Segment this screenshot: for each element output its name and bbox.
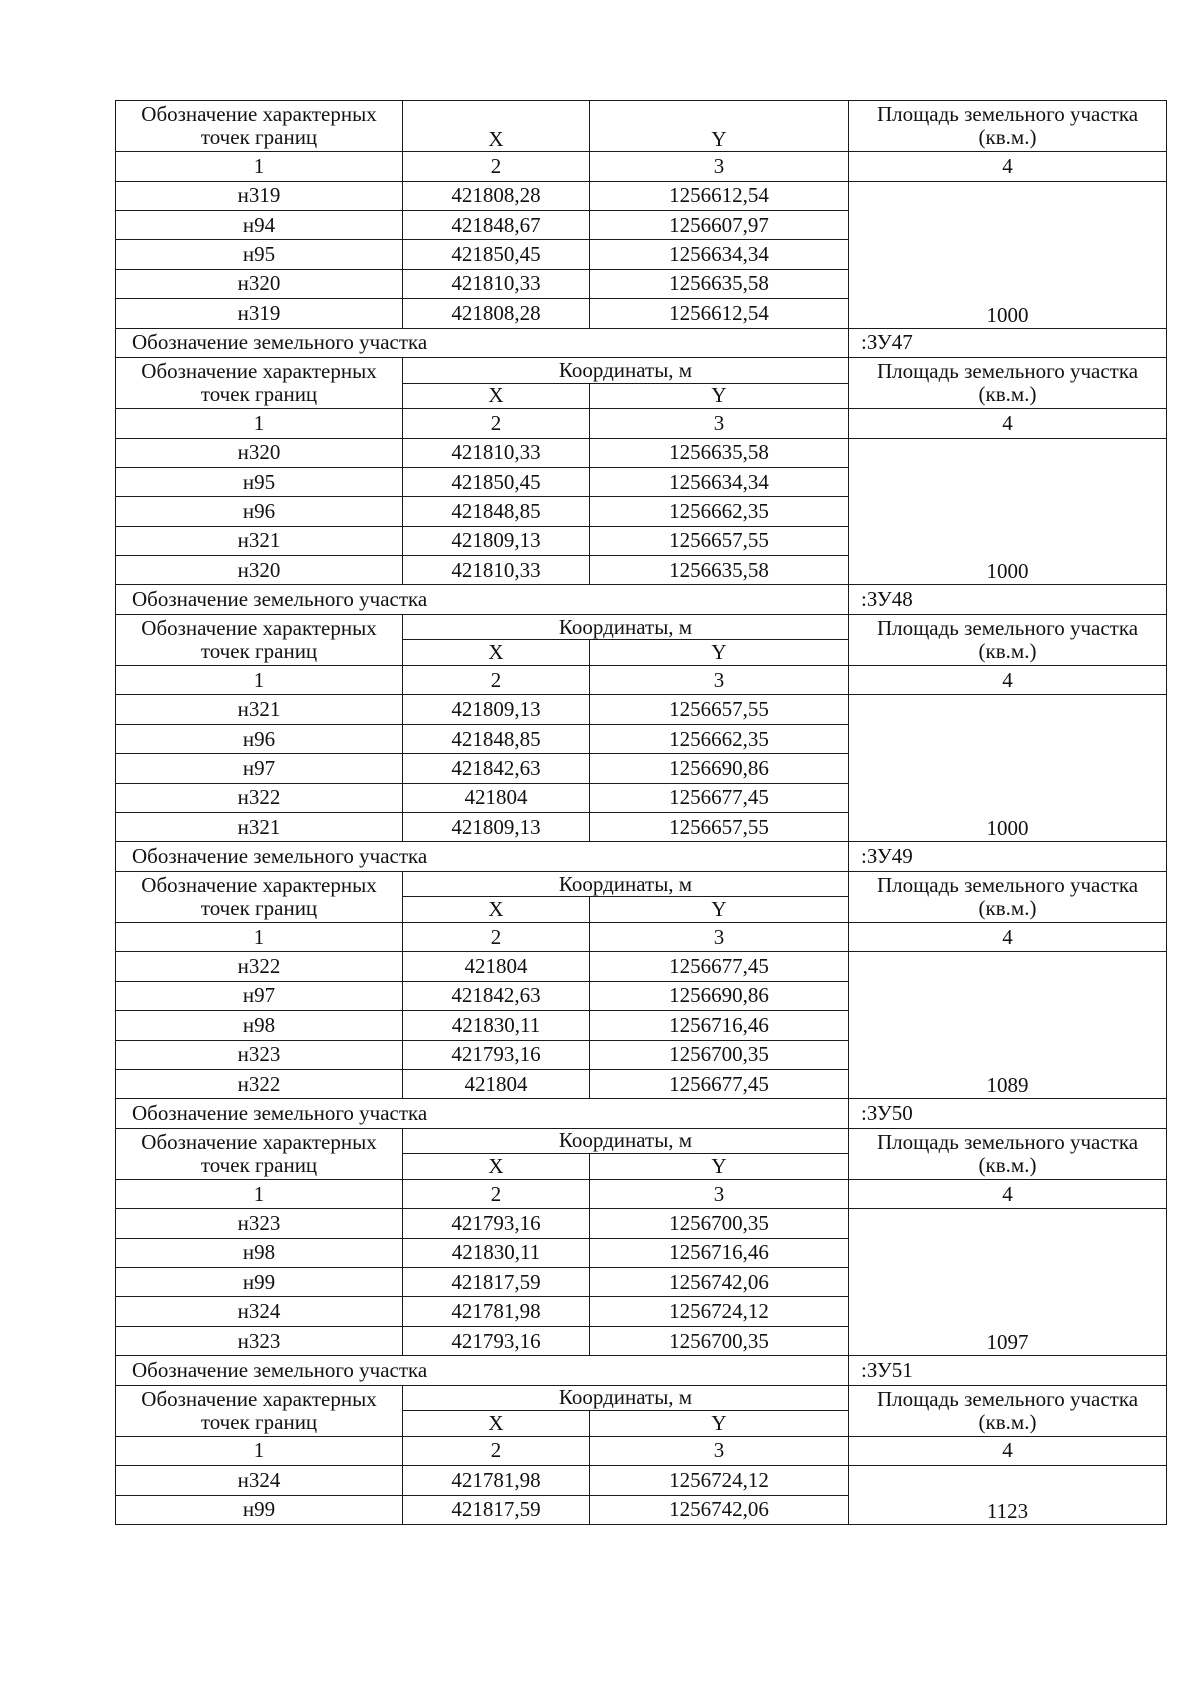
plot-label: Обозначение земельного участка — [116, 842, 849, 871]
y-value: 1256690,86 — [590, 754, 849, 783]
x-value: 421804 — [403, 952, 590, 981]
y-value: 1256657,55 — [590, 812, 849, 841]
header-line: Площадь земельного участка — [876, 359, 1139, 384]
table-row — [116, 328, 1167, 357]
plot-label: Обозначение земельного участка — [116, 1099, 849, 1128]
table-row — [116, 1209, 1167, 1238]
area-value: 1000 — [849, 438, 1167, 585]
column-number-3: 3 — [590, 1179, 849, 1208]
plot-label: Обозначение земельного участка — [116, 585, 849, 614]
x-value: 421850,45 — [403, 240, 590, 269]
header-line: (кв.м.) — [978, 1409, 1037, 1434]
point-name: н95 — [116, 467, 403, 496]
area-value: 1089 — [849, 952, 1167, 1099]
column-number-4: 4 — [849, 666, 1167, 695]
table-row — [116, 666, 1167, 695]
x-value: 421830,11 — [403, 1011, 590, 1040]
area-value: 1000 — [849, 695, 1167, 842]
header-line: точек границ — [200, 1409, 318, 1434]
point-name: н320 — [116, 438, 403, 467]
x-value: 421809,13 — [403, 812, 590, 841]
header-line: Обозначение характерных — [141, 102, 377, 127]
plot-label: Обозначение земельного участка — [116, 1356, 849, 1385]
table-row — [116, 614, 1167, 640]
x-header: X — [403, 640, 590, 666]
plot-number: :ЗУ49 — [849, 842, 1167, 871]
table-row — [116, 585, 1167, 614]
table-row — [116, 101, 1167, 127]
y-value: 1256677,45 — [590, 952, 849, 981]
point-name: н323 — [116, 1040, 403, 1069]
point-name: н98 — [116, 1238, 403, 1267]
y-value: 1256700,35 — [590, 1209, 849, 1238]
x-value: 421781,98 — [403, 1297, 590, 1326]
table-row — [116, 1466, 1167, 1495]
y-value: 1256724,12 — [590, 1466, 849, 1495]
x-header: X — [403, 1154, 590, 1180]
coordinates-header: Координаты, м — [403, 614, 849, 640]
column-number-1: 1 — [116, 1179, 403, 1208]
plot-number: :ЗУ51 — [849, 1356, 1167, 1385]
coordinates-header: Координаты, м — [403, 871, 849, 897]
point-name: н319 — [116, 299, 403, 328]
x-header: X — [403, 897, 590, 923]
x-value: 421830,11 — [403, 1238, 590, 1267]
point-label-header — [116, 1385, 403, 1436]
coordinates-header: Координаты, м — [403, 357, 849, 383]
column-number-1: 1 — [116, 409, 403, 438]
y-value: 1256607,97 — [590, 210, 849, 239]
x-value: 421810,33 — [403, 438, 590, 467]
point-name: н97 — [116, 981, 403, 1010]
x-header: X — [403, 1411, 590, 1437]
x-value: 421842,63 — [403, 981, 590, 1010]
column-number-3: 3 — [590, 409, 849, 438]
boundary-coordinates-table — [115, 100, 1167, 1525]
point-name: н322 — [116, 1069, 403, 1098]
column-number-2: 2 — [403, 152, 590, 181]
header-line: Площадь земельного участка — [876, 1386, 1139, 1411]
x-header: X — [403, 101, 590, 152]
point-name: н96 — [116, 497, 403, 526]
header-line: Площадь земельного участка — [876, 102, 1139, 127]
header-line: (кв.м.) — [978, 382, 1037, 407]
y-value: 1256662,35 — [590, 497, 849, 526]
x-value: 421850,45 — [403, 467, 590, 496]
table-row — [116, 1356, 1167, 1385]
point-name: н95 — [116, 240, 403, 269]
x-value: 421804 — [403, 783, 590, 812]
y-value: 1256657,55 — [590, 695, 849, 724]
x-value: 421793,16 — [403, 1326, 590, 1355]
column-number-1: 1 — [116, 666, 403, 695]
header-line: Обозначение характерных — [141, 359, 377, 384]
table-row — [116, 952, 1167, 981]
column-number-1: 1 — [116, 922, 403, 951]
table-row — [116, 1128, 1167, 1154]
y-value: 1256635,58 — [590, 269, 849, 298]
area-header — [849, 871, 1167, 922]
point-label-header — [116, 101, 403, 152]
table-row — [116, 1179, 1167, 1208]
point-name: н321 — [116, 812, 403, 841]
column-number-2: 2 — [403, 1179, 590, 1208]
header-line: точек границ — [200, 125, 318, 150]
point-name: н324 — [116, 1297, 403, 1326]
header-line: Площадь земельного участка — [876, 615, 1139, 640]
table-row — [116, 871, 1167, 897]
y-value: 1256662,35 — [590, 724, 849, 753]
column-number-2: 2 — [403, 409, 590, 438]
header-line: Площадь земельного участка — [876, 1129, 1139, 1154]
y-header: Y — [590, 101, 849, 152]
table-row — [116, 409, 1167, 438]
x-value: 421809,13 — [403, 526, 590, 555]
coordinates-document — [115, 100, 1167, 1525]
plot-number: :ЗУ48 — [849, 585, 1167, 614]
area-value: 1123 — [849, 1466, 1167, 1525]
area-header — [849, 1385, 1167, 1436]
point-name: н321 — [116, 526, 403, 555]
x-value: 421848,67 — [403, 210, 590, 239]
point-name: н96 — [116, 724, 403, 753]
point-name: н97 — [116, 754, 403, 783]
point-name: н98 — [116, 1011, 403, 1040]
x-header: X — [403, 383, 590, 409]
x-value: 421809,13 — [403, 695, 590, 724]
table-row — [116, 1099, 1167, 1128]
area-header — [849, 101, 1167, 152]
y-value: 1256657,55 — [590, 526, 849, 555]
x-value: 421817,59 — [403, 1268, 590, 1297]
x-value: 421848,85 — [403, 724, 590, 753]
column-number-3: 3 — [590, 666, 849, 695]
header-line: Обозначение характерных — [141, 1386, 377, 1411]
y-value: 1256634,34 — [590, 240, 849, 269]
x-value: 421848,85 — [403, 497, 590, 526]
x-value: 421804 — [403, 1069, 590, 1098]
y-value: 1256612,54 — [590, 299, 849, 328]
column-number-2: 2 — [403, 666, 590, 695]
coordinates-header: Координаты, м — [403, 1385, 849, 1411]
area-header — [849, 614, 1167, 665]
column-number-4: 4 — [849, 409, 1167, 438]
header-line: Обозначение характерных — [141, 615, 377, 640]
table-row — [116, 1436, 1167, 1465]
point-label-header — [116, 871, 403, 922]
y-value: 1256690,86 — [590, 981, 849, 1010]
header-line: (кв.м.) — [978, 125, 1037, 150]
point-label-header — [116, 1128, 403, 1179]
coordinates-header: Координаты, м — [403, 1128, 849, 1154]
header-line: Площадь земельного участка — [876, 872, 1139, 897]
column-number-3: 3 — [590, 152, 849, 181]
point-name: н322 — [116, 952, 403, 981]
header-line: точек границ — [200, 895, 318, 920]
point-name: н94 — [116, 210, 403, 239]
point-label-header — [116, 614, 403, 665]
x-value: 421842,63 — [403, 754, 590, 783]
plot-number: :ЗУ47 — [849, 328, 1167, 357]
header-line: Обозначение характерных — [141, 1129, 377, 1154]
y-header: Y — [590, 640, 849, 666]
header-line: Обозначение характерных — [141, 872, 377, 897]
y-value: 1256742,06 — [590, 1268, 849, 1297]
y-value: 1256724,12 — [590, 1297, 849, 1326]
header-line: (кв.м.) — [978, 1152, 1037, 1177]
column-number-1: 1 — [116, 1436, 403, 1465]
y-header: Y — [590, 383, 849, 409]
point-name: н99 — [116, 1495, 403, 1524]
area-header — [849, 357, 1167, 408]
column-number-4: 4 — [849, 152, 1167, 181]
point-name: н324 — [116, 1466, 403, 1495]
header-line: точек границ — [200, 1152, 318, 1177]
table-row — [116, 181, 1167, 210]
point-name: н321 — [116, 695, 403, 724]
y-value: 1256612,54 — [590, 181, 849, 210]
area-value: 1097 — [849, 1209, 1167, 1356]
point-name: н320 — [116, 269, 403, 298]
point-name: н319 — [116, 181, 403, 210]
y-value: 1256634,34 — [590, 467, 849, 496]
table-row — [116, 357, 1167, 383]
x-value: 421808,28 — [403, 299, 590, 328]
area-value: 1000 — [849, 181, 1167, 328]
table-body — [116, 101, 1167, 1525]
y-value: 1256716,46 — [590, 1238, 849, 1267]
header-line: (кв.м.) — [978, 895, 1037, 920]
column-number-3: 3 — [590, 922, 849, 951]
x-value: 421817,59 — [403, 1495, 590, 1524]
y-value: 1256700,35 — [590, 1326, 849, 1355]
column-number-4: 4 — [849, 1179, 1167, 1208]
plot-number: :ЗУ50 — [849, 1099, 1167, 1128]
header-line: точек границ — [200, 638, 318, 663]
point-name: н320 — [116, 556, 403, 585]
x-value: 421810,33 — [403, 556, 590, 585]
table-row — [116, 438, 1167, 467]
y-value: 1256700,35 — [590, 1040, 849, 1069]
column-number-4: 4 — [849, 1436, 1167, 1465]
area-header — [849, 1128, 1167, 1179]
header-line: точек границ — [200, 382, 318, 407]
plot-label: Обозначение земельного участка — [116, 328, 849, 357]
table-row — [116, 1385, 1167, 1411]
x-value: 421781,98 — [403, 1466, 590, 1495]
y-value: 1256635,58 — [590, 556, 849, 585]
y-header: Y — [590, 1154, 849, 1180]
y-value: 1256677,45 — [590, 1069, 849, 1098]
y-header: Y — [590, 1411, 849, 1437]
y-value: 1256677,45 — [590, 783, 849, 812]
table-row — [116, 695, 1167, 724]
table-row — [116, 922, 1167, 951]
x-value: 421810,33 — [403, 269, 590, 298]
y-header: Y — [590, 897, 849, 923]
y-value: 1256635,58 — [590, 438, 849, 467]
x-value: 421793,16 — [403, 1209, 590, 1238]
column-number-2: 2 — [403, 922, 590, 951]
column-number-2: 2 — [403, 1436, 590, 1465]
point-name: н99 — [116, 1268, 403, 1297]
x-value: 421793,16 — [403, 1040, 590, 1069]
point-label-header — [116, 357, 403, 408]
point-name: н323 — [116, 1209, 403, 1238]
x-value: 421808,28 — [403, 181, 590, 210]
column-number-4: 4 — [849, 922, 1167, 951]
y-value: 1256742,06 — [590, 1495, 849, 1524]
header-line: (кв.м.) — [978, 638, 1037, 663]
table-row — [116, 152, 1167, 181]
point-name: н323 — [116, 1326, 403, 1355]
column-number-3: 3 — [590, 1436, 849, 1465]
table-row — [116, 842, 1167, 871]
column-number-1: 1 — [116, 152, 403, 181]
y-value: 1256716,46 — [590, 1011, 849, 1040]
point-name: н322 — [116, 783, 403, 812]
